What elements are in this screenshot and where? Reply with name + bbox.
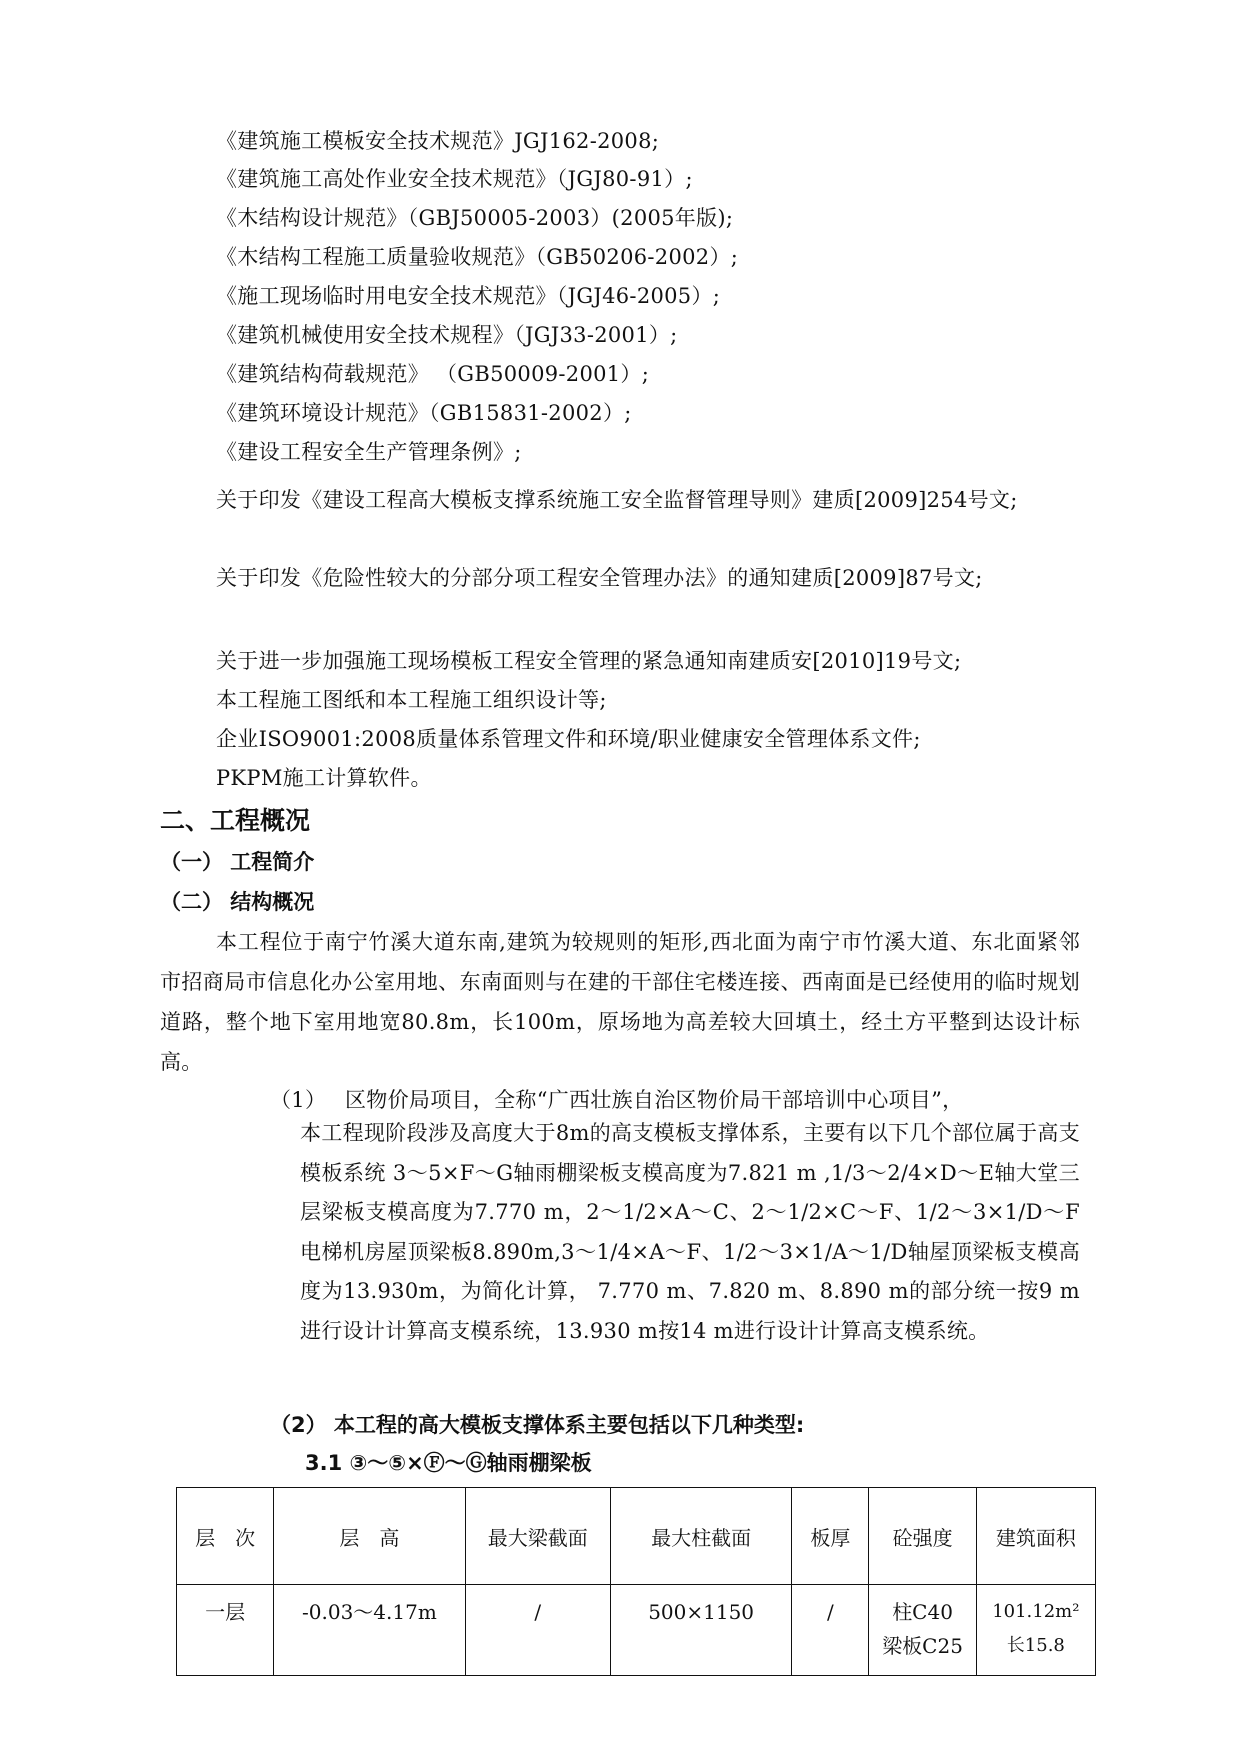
table-cell-slab: /	[792, 1585, 869, 1676]
notice-1: 关于印发《建设工程高大模板支撑系统施工安全监督管理导则》建质[2009]254号文;	[216, 488, 1018, 512]
section-title-overview: 二、工程概况	[160, 806, 311, 835]
table-header-row	[177, 1488, 1096, 1585]
software-line: PKPM施工计算软件。	[216, 766, 432, 790]
table-header-cell: 最大柱截面	[610, 1488, 791, 1585]
table-header-cell: 板厚	[792, 1488, 869, 1585]
table-cell-area	[976, 1585, 1095, 1676]
item-1-number: （1）	[270, 1088, 327, 1112]
area-value: 101.12m²	[992, 1601, 1080, 1622]
reference-9: 《建设工程安全生产管理条例》;	[216, 440, 522, 464]
item-1-first-line: 区物价局项目，全称“广西壮族自治区物价局干部培训中心项目”，	[345, 1088, 964, 1112]
reference-8: 《建筑环境设计规范》（GB15831-2002）;	[216, 401, 632, 425]
table-cell-beam: /	[465, 1585, 610, 1676]
table-header-cell: 层 高	[274, 1488, 465, 1585]
table-header-cell: 层 次	[177, 1488, 274, 1585]
reference-1: 《建筑施工模板安全技术规范》JGJ162-2008;	[216, 129, 660, 153]
strength-beam-slab: 梁板C25	[882, 1634, 963, 1658]
iso-line: 企业ISO9001:2008质量体系管理文件和环境/职业健康安全管理体系文件;	[216, 727, 921, 751]
subsection-title-structure: （二） 结构概况	[160, 890, 315, 914]
reference-3: 《木结构设计规范》（GBJ50005-2003）(2005年版);	[216, 206, 734, 230]
table-cell-floor: 一层	[177, 1585, 274, 1676]
reference-7: 《建筑结构荷载规范》 （GB50009-2001）;	[216, 362, 650, 386]
structure-paragraph: 本工程位于南宁竹溪大道东南,建筑为较规则的矩形,西北面为南宁市竹溪大道、东北面紧邻市招商局市信息化办公室用地、东南面则与在建的干部住宅楼连接、西南面是已经使用的临时规划道路，整个地下室用地宽80.8m，长100m，原场地为高差较大回填土，经土方平整到达设计标高。	[160, 930, 1080, 1074]
notice-3: 关于进一步加强施工现场模板工程安全管理的紧急通知南建质安[2010]19号文;	[216, 649, 962, 673]
reference-5: 《施工现场临时用电安全技术规范》（JGJ46-2005）;	[216, 284, 721, 308]
area-length: 长15.8	[1006, 1635, 1065, 1656]
table-header-cell: 砼强度	[869, 1488, 976, 1585]
table-cell-height: -0.03～4.17m	[274, 1585, 465, 1676]
item-1-body: 本工程现阶段涉及高度大于8m的高支模板支撑体系，主要有以下几个部位属于高支模板系统 3～5×F～G轴雨棚梁板支模高度为7.821 m ,1/3～2/4×D～E轴大堂三层梁板支模高度为7.770 m，2～1/2×A～C、2～1/2×C～F、1/2～3×1/D～F电梯机房屋顶梁板8.890m,3～1/4×A～F、1/2～3×1/A～1/D轴屋顶梁板支模高度为13.930m，为简化计算， 7.770 m、7.820 m、8.890 m的部分统一按9 m进行设计计算高支模系统，13.930 m按14 m进行设计计算高支模系统。	[300, 1121, 1080, 1343]
subsection-3-1-title: 3.1 ③～⑤×Ⓕ～Ⓖ轴雨棚梁板	[305, 1451, 592, 1475]
item-2-heading: （2） 本工程的高大模板支撑体系主要包括以下几种类型:	[270, 1413, 805, 1437]
drawings-line: 本工程施工图纸和本工程施工组织设计等;	[216, 688, 607, 712]
table-row	[177, 1585, 1096, 1676]
table-cell-strength	[869, 1585, 976, 1676]
table-cell-column: 500×1150	[610, 1585, 791, 1676]
reference-2: 《建筑施工高处作业安全技术规范》（JGJ80-91）;	[216, 167, 693, 191]
subsection-title-intro: （一） 工程简介	[160, 850, 315, 874]
reference-6: 《建筑机械使用安全技术规程》（JGJ33-2001）;	[216, 323, 678, 347]
table-header-cell: 最大梁截面	[465, 1488, 610, 1585]
reference-4: 《木结构工程施工质量验收规范》（GB50206-2002）;	[216, 245, 739, 269]
structure-spec-table	[176, 1487, 1096, 1676]
strength-column: 柱C40	[892, 1600, 953, 1624]
table-header-cell: 建筑面积	[976, 1488, 1095, 1585]
notice-2: 关于印发《危险性较大的分部分项工程安全管理办法》的通知建质[2009]87号文;	[216, 566, 983, 590]
